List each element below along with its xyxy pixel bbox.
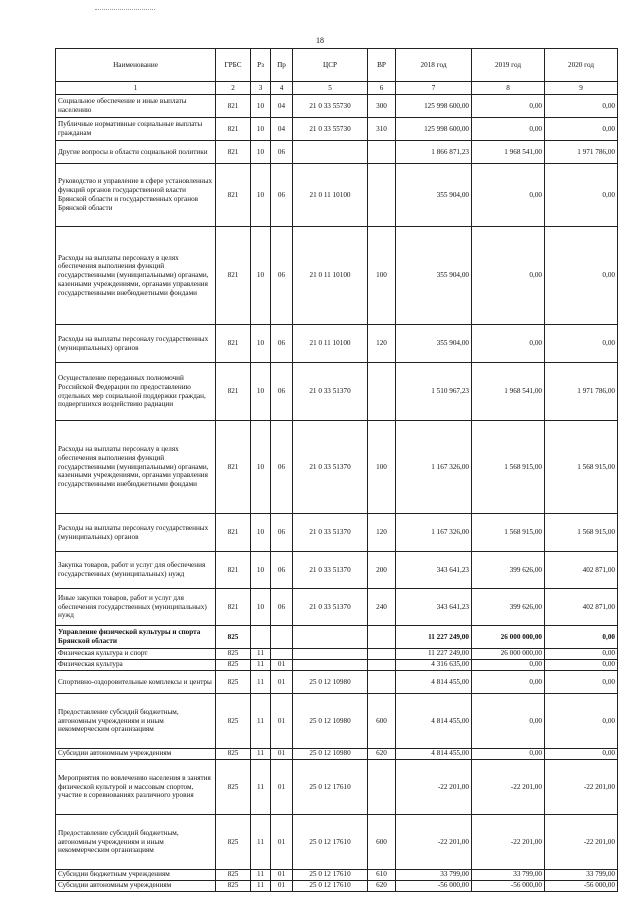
table-row [56, 671, 618, 694]
row-2019: 0,00 [472, 694, 545, 749]
row-2020: 1 568 915,00 [545, 421, 618, 514]
row-grbs: 821 [216, 141, 251, 164]
header-rz: Рз [251, 49, 271, 82]
row-rz: 10 [251, 227, 271, 325]
row-rz: 10 [251, 325, 271, 363]
row-grbs: 821 [216, 164, 251, 227]
row-rz: 10 [251, 118, 271, 141]
row-grbs: 825 [216, 760, 251, 815]
row-2019: 1 568 915,00 [472, 514, 545, 552]
row-2020: 0,00 [545, 626, 618, 649]
row-2018: 1 866 871,23 [396, 141, 472, 164]
col-number: 2 [216, 82, 251, 95]
row-2018: 355 904,00 [396, 325, 472, 363]
row-vr: 620 [368, 749, 396, 760]
row-name: Физическая культура и спорт [56, 649, 216, 660]
row-name: Иные закупки товаров, работ и услуг для обеспечения государственных (муниципальных) нужд [56, 589, 216, 626]
table-row [56, 363, 618, 421]
col-number: 3 [251, 82, 271, 95]
row-rz: 10 [251, 514, 271, 552]
row-pr: 06 [271, 363, 293, 421]
table-row [56, 870, 618, 881]
header-grbs: ГРБС [216, 49, 251, 82]
row-name: Осуществление переданных полномочий Российской Федерации по предоставлению отдельных мер социальной поддержки граждан, подвергшихся воздействию радиации [56, 363, 216, 421]
row-2019: 0,00 [472, 227, 545, 325]
header-row [56, 49, 618, 82]
col-number: 7 [396, 82, 472, 95]
budget-table [55, 48, 618, 892]
col-number: 1 [56, 82, 216, 95]
row-pr: 04 [271, 118, 293, 141]
row-grbs: 825 [216, 815, 251, 870]
table-row [56, 760, 618, 815]
row-grbs: 825 [216, 626, 251, 649]
row-vr: 620 [368, 881, 396, 892]
row-pr: 01 [271, 881, 293, 892]
row-csr: 21 0 33 55730 [293, 118, 368, 141]
row-name: Публичные нормативные социальные выплаты гражданам [56, 118, 216, 141]
table-row [56, 164, 618, 227]
header-2020: 2020 год [545, 49, 618, 82]
row-vr: 120 [368, 514, 396, 552]
row-2019: 26 000 000,00 [472, 626, 545, 649]
col-number: 8 [472, 82, 545, 95]
row-vr: 120 [368, 325, 396, 363]
row-rz: 11 [251, 660, 271, 671]
row-2020: 402 871,00 [545, 589, 618, 626]
row-2020: 0,00 [545, 164, 618, 227]
row-name: Предоставление субсидий бюджетным, автономным учреждениям и иным некоммерческим организациям [56, 815, 216, 870]
row-pr: 06 [271, 325, 293, 363]
row-name: Закупка товаров, работ и услуг для обеспечения государственных (муниципальных) нужд [56, 552, 216, 589]
row-csr: 25 0 12 10980 [293, 671, 368, 694]
row-2020: 1 568 915,00 [545, 514, 618, 552]
row-2018: 11 227 249,00 [396, 649, 472, 660]
row-name: Социальное обеспечение и иные выплаты населению [56, 95, 216, 118]
row-2019: 1 568 915,00 [472, 421, 545, 514]
row-2019: 0,00 [472, 95, 545, 118]
row-pr: 01 [271, 815, 293, 870]
table-row [56, 815, 618, 870]
row-vr [368, 626, 396, 649]
page-number: 18 [316, 36, 324, 45]
table-row [56, 227, 618, 325]
header-vr: ВР [368, 49, 396, 82]
row-2019: 0,00 [472, 118, 545, 141]
row-2018: 355 904,00 [396, 164, 472, 227]
row-rz: 10 [251, 95, 271, 118]
row-pr [271, 626, 293, 649]
row-vr [368, 660, 396, 671]
table-row [56, 118, 618, 141]
row-2019: 0,00 [472, 671, 545, 694]
row-grbs: 821 [216, 514, 251, 552]
row-pr: 01 [271, 671, 293, 694]
col-number: 5 [293, 82, 368, 95]
row-2020: 402 871,00 [545, 552, 618, 589]
row-csr: 21 0 33 51370 [293, 514, 368, 552]
row-name: Субсидии автономным учреждениям [56, 749, 216, 760]
row-grbs: 821 [216, 325, 251, 363]
row-2019: -56 000,00 [472, 881, 545, 892]
row-2019: -22 201,00 [472, 760, 545, 815]
row-pr: 01 [271, 870, 293, 881]
row-csr: 21 0 11 10100 [293, 227, 368, 325]
row-pr: 06 [271, 141, 293, 164]
row-2019: 399 626,00 [472, 589, 545, 626]
table-row [56, 694, 618, 749]
row-csr: 25 0 12 17610 [293, 815, 368, 870]
row-pr: 01 [271, 660, 293, 671]
row-csr [293, 141, 368, 164]
table-row [56, 749, 618, 760]
row-grbs: 821 [216, 363, 251, 421]
row-name: Руководство и управление в сфере установленных функций органов государственной власти Брянской области и государственных органов Брянской области [56, 164, 216, 227]
row-grbs: 825 [216, 881, 251, 892]
row-csr: 25 0 12 10980 [293, 749, 368, 760]
row-vr: 100 [368, 227, 396, 325]
row-pr: 01 [271, 749, 293, 760]
row-csr [293, 626, 368, 649]
table-row [56, 626, 618, 649]
row-2018: 125 998 600,00 [396, 95, 472, 118]
row-csr [293, 649, 368, 660]
table-row [56, 421, 618, 514]
row-grbs: 821 [216, 552, 251, 589]
col-number: 4 [271, 82, 293, 95]
row-grbs: 821 [216, 95, 251, 118]
row-csr: 21 0 11 10100 [293, 325, 368, 363]
row-csr: 25 0 12 17610 [293, 870, 368, 881]
row-vr [368, 760, 396, 815]
row-csr [293, 660, 368, 671]
row-name: Мероприятия по вовлечению населения в занятия физической культурой и массовым спортом, участие в соревнованиях различного уровня [56, 760, 216, 815]
row-name: Управление физической культуры и спорта Брянской области [56, 626, 216, 649]
row-grbs: 825 [216, 649, 251, 660]
row-2019: -22 201,00 [472, 815, 545, 870]
row-2020: 0,00 [545, 660, 618, 671]
row-2018: 1 167 326,00 [396, 514, 472, 552]
row-pr: 06 [271, 552, 293, 589]
column-number-row [56, 82, 618, 95]
row-2019: 26 000 000,00 [472, 649, 545, 660]
row-rz: 10 [251, 164, 271, 227]
row-rz: 11 [251, 815, 271, 870]
row-2020: 0,00 [545, 649, 618, 660]
row-2020: 33 799,00 [545, 870, 618, 881]
row-pr: 06 [271, 589, 293, 626]
row-2018: -22 201,00 [396, 815, 472, 870]
header-csr: ЦСР [293, 49, 368, 82]
row-vr: 300 [368, 95, 396, 118]
row-csr: 21 0 33 51370 [293, 589, 368, 626]
col-number: 6 [368, 82, 396, 95]
row-2018: 4 316 635,00 [396, 660, 472, 671]
row-2019: 399 626,00 [472, 552, 545, 589]
row-2020: 1 971 786,00 [545, 141, 618, 164]
col-number: 9 [545, 82, 618, 95]
table-row [56, 649, 618, 660]
row-2018: 4 814 455,00 [396, 671, 472, 694]
row-rz: 11 [251, 760, 271, 815]
row-vr: 240 [368, 589, 396, 626]
row-2018: -56 000,00 [396, 881, 472, 892]
row-rz: 11 [251, 649, 271, 660]
row-2019: 0,00 [472, 325, 545, 363]
row-grbs: 825 [216, 870, 251, 881]
row-vr: 600 [368, 694, 396, 749]
scan-mark [95, 9, 155, 11]
row-2019: 33 799,00 [472, 870, 545, 881]
row-name: Субсидии автономным учреждениям [56, 881, 216, 892]
row-pr: 04 [271, 95, 293, 118]
row-csr: 21 0 33 55730 [293, 95, 368, 118]
table-row [56, 660, 618, 671]
row-csr: 21 0 11 10100 [293, 164, 368, 227]
row-grbs: 821 [216, 421, 251, 514]
row-pr: 06 [271, 164, 293, 227]
row-vr: 310 [368, 118, 396, 141]
row-rz [251, 626, 271, 649]
row-vr: 600 [368, 815, 396, 870]
row-rz: 10 [251, 363, 271, 421]
table-row [56, 95, 618, 118]
row-name: Предоставление субсидий бюджетным, автономным учреждениям и иным некоммерческим организациям [56, 694, 216, 749]
row-rz: 10 [251, 141, 271, 164]
row-2018: 11 227 249,00 [396, 626, 472, 649]
row-rz: 11 [251, 870, 271, 881]
row-name: Расходы на выплаты персоналу государственных (муниципальных) органов [56, 325, 216, 363]
table-row [56, 552, 618, 589]
row-csr: 21 0 33 51370 [293, 421, 368, 514]
row-2020: 0,00 [545, 95, 618, 118]
row-2018: 4 814 455,00 [396, 749, 472, 760]
row-2018: 355 904,00 [396, 227, 472, 325]
row-vr: 200 [368, 552, 396, 589]
table-row [56, 514, 618, 552]
row-rz: 11 [251, 671, 271, 694]
row-2019: 0,00 [472, 749, 545, 760]
row-vr [368, 363, 396, 421]
row-csr: 25 0 12 17610 [293, 760, 368, 815]
row-2020: -22 201,00 [545, 760, 618, 815]
row-grbs: 821 [216, 589, 251, 626]
row-2020: 0,00 [545, 671, 618, 694]
row-name: Физическая культура [56, 660, 216, 671]
row-2018: 343 641,23 [396, 589, 472, 626]
row-name: Субсидии бюджетным учреждениям [56, 870, 216, 881]
table-row [56, 589, 618, 626]
header-2018: 2018 год [396, 49, 472, 82]
row-vr [368, 671, 396, 694]
row-2020: 0,00 [545, 694, 618, 749]
row-name: Расходы на выплаты персоналу государственных (муниципальных) органов [56, 514, 216, 552]
row-name: Другие вопросы в области социальной политики [56, 141, 216, 164]
row-grbs: 821 [216, 118, 251, 141]
row-2020: 1 971 786,00 [545, 363, 618, 421]
header-pr: Пр [271, 49, 293, 82]
header-2019: 2019 год [472, 49, 545, 82]
row-2018: 343 641,23 [396, 552, 472, 589]
row-csr: 21 0 33 51370 [293, 552, 368, 589]
row-2020: -56 000,00 [545, 881, 618, 892]
row-2019: 0,00 [472, 660, 545, 671]
row-2020: 0,00 [545, 325, 618, 363]
row-vr [368, 141, 396, 164]
row-csr: 25 0 12 17610 [293, 881, 368, 892]
row-pr: 06 [271, 514, 293, 552]
row-vr: 610 [368, 870, 396, 881]
row-grbs: 821 [216, 227, 251, 325]
row-2020: -22 201,00 [545, 815, 618, 870]
row-name: Расходы на выплаты персоналу в целях обеспечения выполнения функций государственными (муниципальными) органами, казенными учреждениями, органами управления государственными внебюджетными фондами [56, 227, 216, 325]
row-grbs: 825 [216, 694, 251, 749]
row-2018: 1 167 326,00 [396, 421, 472, 514]
row-2018: 1 510 967,23 [396, 363, 472, 421]
row-rz: 10 [251, 552, 271, 589]
row-2020: 0,00 [545, 749, 618, 760]
row-vr [368, 649, 396, 660]
row-pr: 01 [271, 694, 293, 749]
row-pr: 01 [271, 760, 293, 815]
row-grbs: 825 [216, 671, 251, 694]
row-vr: 100 [368, 421, 396, 514]
row-2019: 1 968 541,00 [472, 141, 545, 164]
row-2019: 1 968 541,00 [472, 363, 545, 421]
row-2020: 0,00 [545, 118, 618, 141]
header-name: Наименование [56, 49, 216, 82]
row-rz: 11 [251, 694, 271, 749]
row-rz: 10 [251, 421, 271, 514]
row-pr: 06 [271, 421, 293, 514]
row-2018: -22 201,00 [396, 760, 472, 815]
row-csr: 25 0 12 10980 [293, 694, 368, 749]
table-row [56, 141, 618, 164]
row-rz: 11 [251, 749, 271, 760]
row-name: Расходы на выплаты персоналу в целях обеспечения выполнения функций государственными (муниципальными) органами, казенными учреждениями, органами управления государственными внебюджетными фондами [56, 421, 216, 514]
row-name: Спортивно-оздоровительные комплексы и центры [56, 671, 216, 694]
row-rz: 11 [251, 881, 271, 892]
row-vr [368, 164, 396, 227]
row-2020: 0,00 [545, 227, 618, 325]
row-2018: 33 799,00 [396, 870, 472, 881]
row-grbs: 825 [216, 660, 251, 671]
row-rz: 10 [251, 589, 271, 626]
row-pr [271, 649, 293, 660]
table-row [56, 881, 618, 892]
row-grbs: 825 [216, 749, 251, 760]
table-body [56, 95, 618, 892]
row-pr: 06 [271, 227, 293, 325]
table-row [56, 325, 618, 363]
row-csr: 21 0 33 51370 [293, 363, 368, 421]
row-2018: 4 814 455,00 [396, 694, 472, 749]
row-2018: 125 998 600,00 [396, 118, 472, 141]
row-2019: 0,00 [472, 164, 545, 227]
